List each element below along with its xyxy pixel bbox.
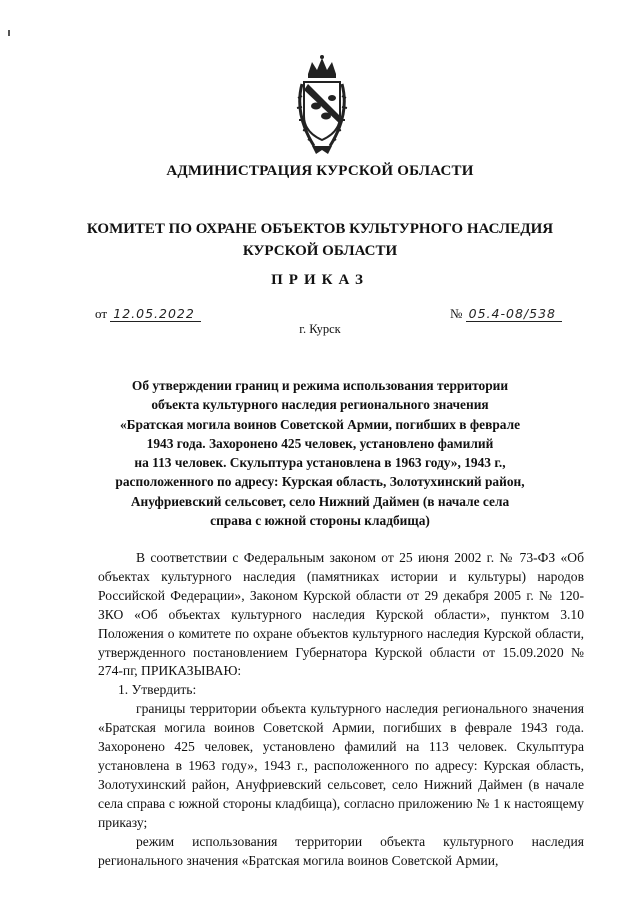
preamble-paragraph: В соответствии с Федеральным законом от 25 июня 2002 г. № 73-ФЗ «Об объектах культурного наследия (памятниках истории и культуры) народов Российской Федерации», Законом Курской области от 29 декабря 2005 г. № 120-ЗКО «Об объектах культурного наследия Курской области», пунктом 3.10 Положения о комитете по охране объектов культурного наследия Курской области, утвержденного постановлением Губернатора Курской области от 15.09.2020 № 274-пг, ПРИКАЗЫВАЮ:	[98, 550, 584, 679]
committee-title-line1: КОМИТЕТ ПО ОХРАНЕ ОБЪЕКТОВ КУЛЬТУРНОГО НАСЛЕДИЯ	[86, 221, 554, 237]
scan-mark	[8, 30, 10, 36]
subject-line: на 113 человек. Скульптура установлена в 1963 году», 1943 г.,	[134, 455, 506, 471]
number-value: 05.4-08/538	[466, 306, 562, 322]
city-label: г. Курск	[299, 322, 341, 336]
committee-title	[0, 218, 640, 262]
administration-title: АДМИНИСТРАЦИЯ КУРСКОЙ ОБЛАСТИ	[166, 163, 474, 179]
subject-line: «Братская могила воинов Советской Армии, погибших в феврале	[119, 416, 521, 432]
item-1-heading: 1. Утвердить:	[118, 682, 197, 698]
order-body	[98, 549, 584, 870]
order-subject	[100, 376, 540, 530]
coat-of-arms-emblem	[294, 54, 350, 158]
order-number	[450, 306, 562, 322]
borders-paragraph: границы территории объекта культурного наследия регионального значения «Братская могила воинов Советской Армии, погибших в феврале 1943 года. Захоронено 425 человек, установлено фамилий на 113 человек. Скульптура установлена в 1963 году», 1943 г., расположенного по адресу: Курская область, Золотухинский район, Ануфриевский сельсовет, село Нижний Даймен (в начале села справа с южной стороны кладбища), согласно приложению № 1 к настоящему приказу;	[98, 701, 584, 830]
order-date	[95, 306, 201, 322]
subject-line: объекта культурного наследия регионального значения	[151, 397, 489, 413]
number-label: №	[450, 306, 463, 321]
order-title: ПРИКАЗ	[271, 272, 369, 288]
regime-paragraph: режим использования территории объекта культурного наследия регионального значения «Братская могила воинов Советской Армии,	[98, 833, 584, 868]
date-value: 12.05.2022	[110, 306, 201, 322]
subject-line: Ануфриевский сельсовет, село Нижний Даймен (в начале села	[130, 493, 510, 509]
committee-title-line2: КУРСКОЙ ОБЛАСТИ	[242, 243, 398, 259]
subject-line: расположенного по адресу: Курская область, Золотухинский район,	[115, 474, 525, 490]
from-label: от	[95, 306, 108, 321]
subject-line: справа с южной стороны кладбища)	[210, 513, 430, 529]
subject-line: Об утверждении границ и режима использования территории	[131, 378, 509, 393]
subject-line: 1943 года. Захоронено 425 человек, установлено фамилий	[146, 435, 494, 451]
